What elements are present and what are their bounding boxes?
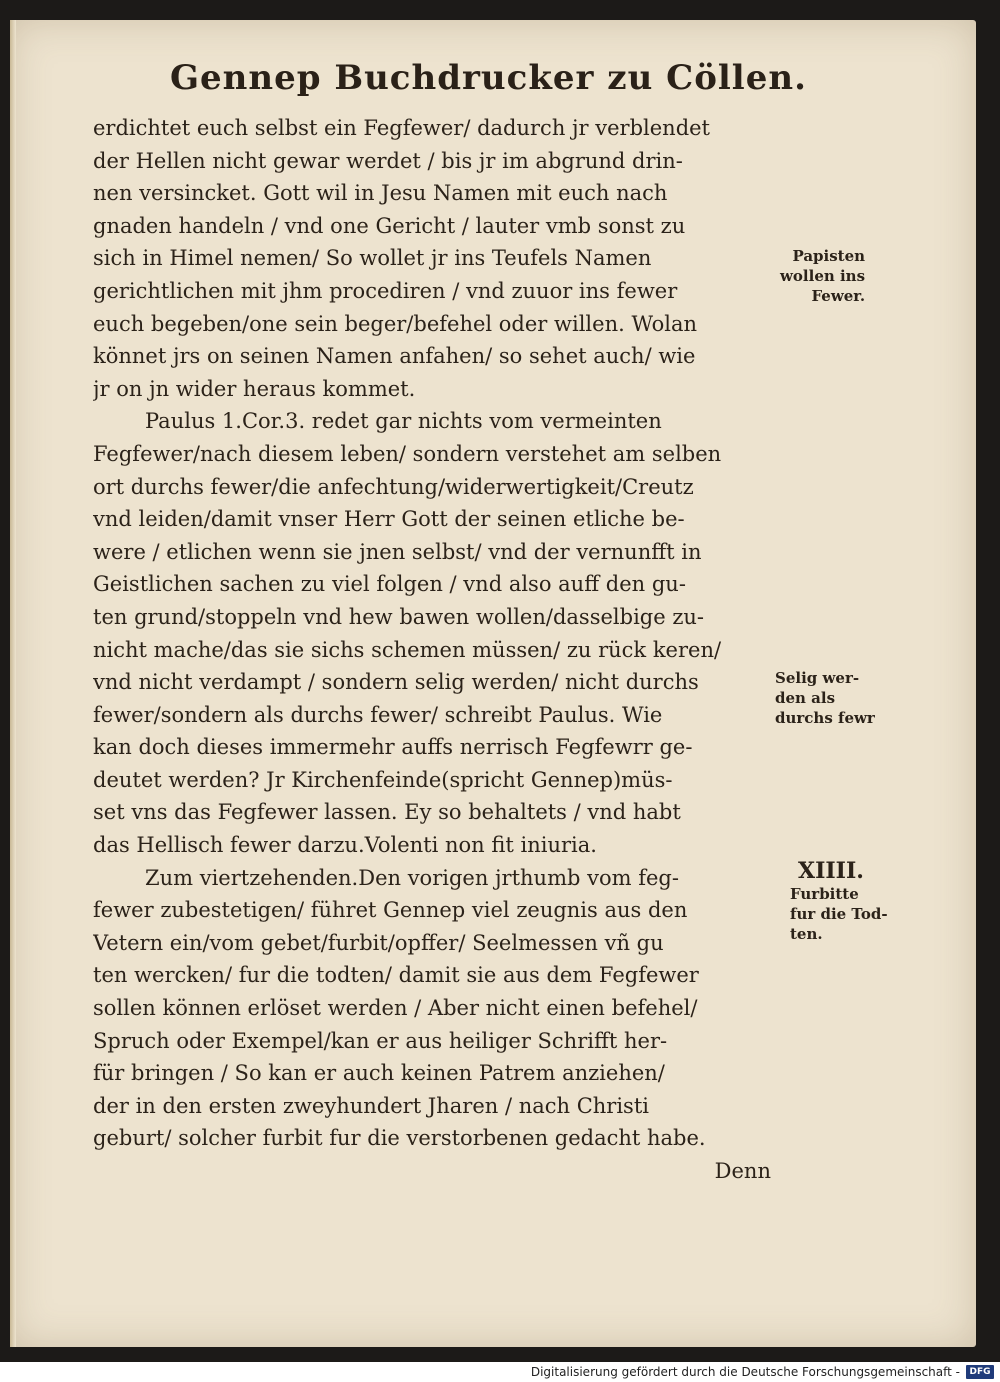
text-line: were / etlichen wenn sie jnen selbst/ vnd der vernunfft in xyxy=(93,539,702,564)
text-line: nicht mache/das sie sichs schemen müssen/ zu rück keren/ xyxy=(93,637,722,662)
text-line: für bringen / So kan er auch keinen Patrem anziehen/ xyxy=(93,1061,665,1086)
paragraph-start-line: Zum viertzehenden.Den vorigen jrthumb vom feg- xyxy=(145,865,679,890)
marginal-note-line: den als xyxy=(775,689,836,707)
text-line: vnd leiden/damit vnser Herr Gott der seinen etliche be- xyxy=(93,507,685,532)
text-line: fewer zubestetigen/ führet Gennep viel zeugnis aus den xyxy=(93,898,688,923)
marginal-note-line: Selig wer- xyxy=(775,669,860,687)
text-line: ten grund/stoppeln vnd hew bawen wollen/dasselbige zu- xyxy=(93,604,705,629)
text-line: erdichtet euch selbst ein Fegfewer/ dadurch jr verblendet xyxy=(93,116,710,140)
text-line: jr on jn wider heraus kommet. xyxy=(93,376,416,401)
text-line: der in den ersten zweyhundert Jharen / nach Christi xyxy=(93,1093,649,1118)
marginal-note-line: durchs fewr xyxy=(775,709,875,727)
text-line: kan doch dieses immermehr auffs nerrisch Fegfewrr ge- xyxy=(93,735,693,760)
paragraph-start-line: Paulus 1.Cor.3. redet gar nichts vom vermeinten xyxy=(145,409,662,434)
text-line: Spruch oder Exempel/kan er aus heiliger Schrifft her- xyxy=(93,1028,668,1053)
text-line: das Hellisch fewer darzu.Volenti non fit iniuria. xyxy=(93,833,597,858)
text-line: Geistlichen sachen zu viel folgen / vnd also auff den gu- xyxy=(93,572,686,597)
text-line: ort durchs fewer/die anfechtung/widerwertigkeit/Creutz xyxy=(93,474,694,499)
text-line: könnet jrs on seinen Namen anfahen/ so sehet auch/ wie xyxy=(93,344,696,369)
marginal-note-furbitte xyxy=(790,858,888,944)
text-line: euch begeben/one sein beger/befehel oder willen. Wolan xyxy=(93,311,698,336)
text-line: gnaden handeln / vnd one Gericht / lauter vmb sonst zu xyxy=(93,213,686,238)
marginal-note-line: Papisten xyxy=(792,247,866,265)
text-line: deutet werden? Jr Kirchenfeinde(spricht Gennep)müs- xyxy=(93,767,673,792)
marginal-note-line: Furbitte xyxy=(790,885,859,903)
marginal-note-line: Fewer. xyxy=(811,287,866,305)
marginal-note-line: fur die Tod- xyxy=(790,905,888,923)
text-line: gerichtlichen mit jhm procediren / vnd zuuor ins fewer xyxy=(93,278,678,303)
text-line: Fegfewer/nach diesem leben/ sondern verstehet am selben xyxy=(93,441,722,466)
text-line: geburt/ solcher furbit fur die verstorbenen gedacht habe. xyxy=(93,1126,706,1151)
page-gutter-edge xyxy=(10,20,16,1347)
text-line: vnd nicht verdampt / sondern selig werden/ nicht durchs xyxy=(93,670,699,695)
text-line: Vetern ein/vom gebet/furbit/opffer/ Seelmessen vñ gu xyxy=(93,930,664,955)
section-numeral: XIIII. xyxy=(798,858,864,884)
footer-bar xyxy=(0,1362,1000,1382)
text-line: ten wercken/ fur die todten/ damit sie aus dem Fegfewer xyxy=(93,963,699,988)
marginal-note-papisten xyxy=(780,246,865,306)
text-line: nen versincket. Gott wil in Jesu Namen mit euch nach xyxy=(93,181,668,206)
marginal-note-line: wollen ins xyxy=(780,267,866,285)
main-text-block xyxy=(93,112,773,1188)
text-line: sich in Himel nemen/ So wollet jr ins Teufels Namen xyxy=(93,246,652,271)
running-head: Gennep Buchdrucker zu Cöllen. xyxy=(170,58,807,98)
dfg-logo: DFG xyxy=(966,1365,994,1379)
marginal-note-line: ten. xyxy=(790,925,823,943)
marginal-note-selig xyxy=(775,668,875,728)
text-line: fewer/sondern als durchs fewer/ schreibt Paulus. Wie xyxy=(93,702,663,727)
text-line: der Hellen nicht gewar werdet / bis jr im abgrund drin- xyxy=(93,148,683,173)
funding-notice: Digitalisierung gefördert durch die Deutsche Forschungsgemeinschaft - xyxy=(530,1365,960,1379)
text-line: set vns das Fegfewer lassen. Ey so behaltets / vnd habt xyxy=(93,800,681,825)
text-line: sollen können erlöset werden / Aber nicht einen befehel/ xyxy=(93,996,698,1021)
catchword: Denn xyxy=(714,1159,771,1183)
